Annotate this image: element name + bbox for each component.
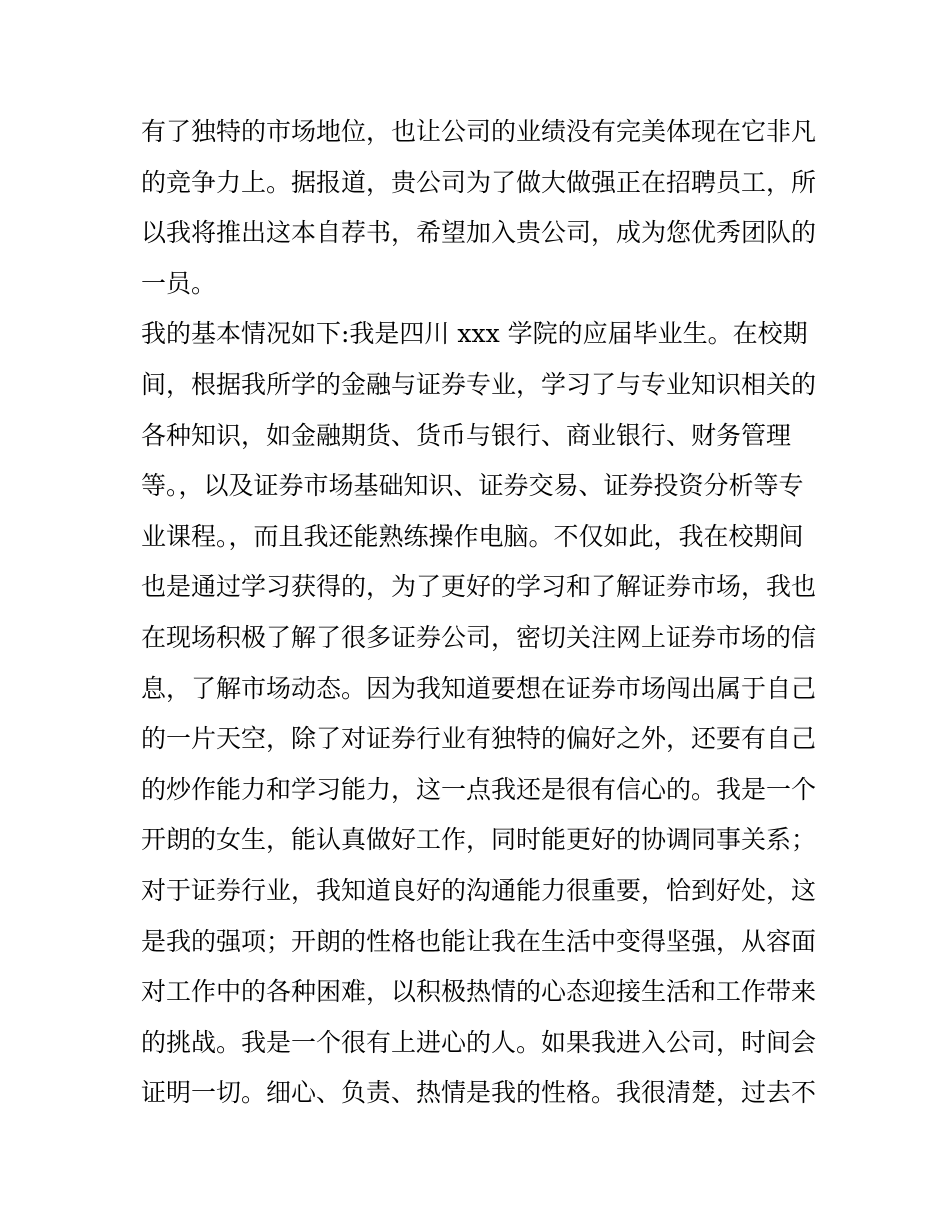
text-line: 的一片天空，除了对证券行业有独特的偏好之外，还要有自己 [141, 724, 817, 754]
body-text [141, 107, 817, 1119]
text-line: 对于证券行业，我知道良好的沟通能力很重要，恰到好处，这 [141, 875, 817, 905]
text-line: 有了独特的市场地位，也让公司的业绩没有完美体现在它非凡 [141, 117, 817, 146]
text-line: 的竞争力上。据报道，贵公司为了做大做强正在招聘员工，所 [141, 167, 817, 197]
text-line: 一员。 [141, 268, 217, 298]
text-line: 是我的强项；开朗的性格也能让我在生活中变得坚强，从容面 [141, 926, 817, 956]
text-line: 各种知识，如金融期货、货币与银行、商业银行、财务管理 [141, 420, 792, 450]
text-line: 证明一切。细心、负责、热情是我的性格。我很清楚，过去不 [141, 1078, 817, 1108]
text-line: 也是通过学习获得的，为了更好的学习和了解证券市场，我也 [141, 572, 817, 602]
text-line: 以我将推出这本自荐书，希望加入贵公司，成为您优秀团队的 [141, 218, 817, 248]
text-line: 的挑战。我是一个很有上进心的人。如果我进入公司，时间会 [141, 1027, 817, 1057]
text-line: 我的基本情况如下:我是四川 xxx 学院的应届毕业生。在校期 [141, 319, 808, 349]
text-line: 对工作中的各种困难，以积极热情的心态迎接生活和工作带来 [141, 977, 817, 1007]
text-line: 开朗的女生，能认真做好工作，同时能更好的协调同事关系； [141, 825, 817, 855]
text-line: 息，了解市场动态。因为我知道要想在证券市场闯出属于自己 [141, 673, 817, 703]
text-line: 业课程。，而且我还能熟练操作电脑。不仅如此，我在校期间 [141, 521, 804, 551]
text-line: 间，根据我所学的金融与证券专业，学习了与专业知识相关的 [141, 369, 817, 399]
text-line: 的炒作能力和学习能力，这一点我还是很有信心的。我是一个 [141, 774, 817, 804]
text-line: 在现场积极了解了很多证券公司，密切关注网上证券市场的信 [141, 622, 817, 652]
text-line: 等。，以及证券市场基础知识、证券交易、证券投资分析等专 [141, 471, 804, 501]
